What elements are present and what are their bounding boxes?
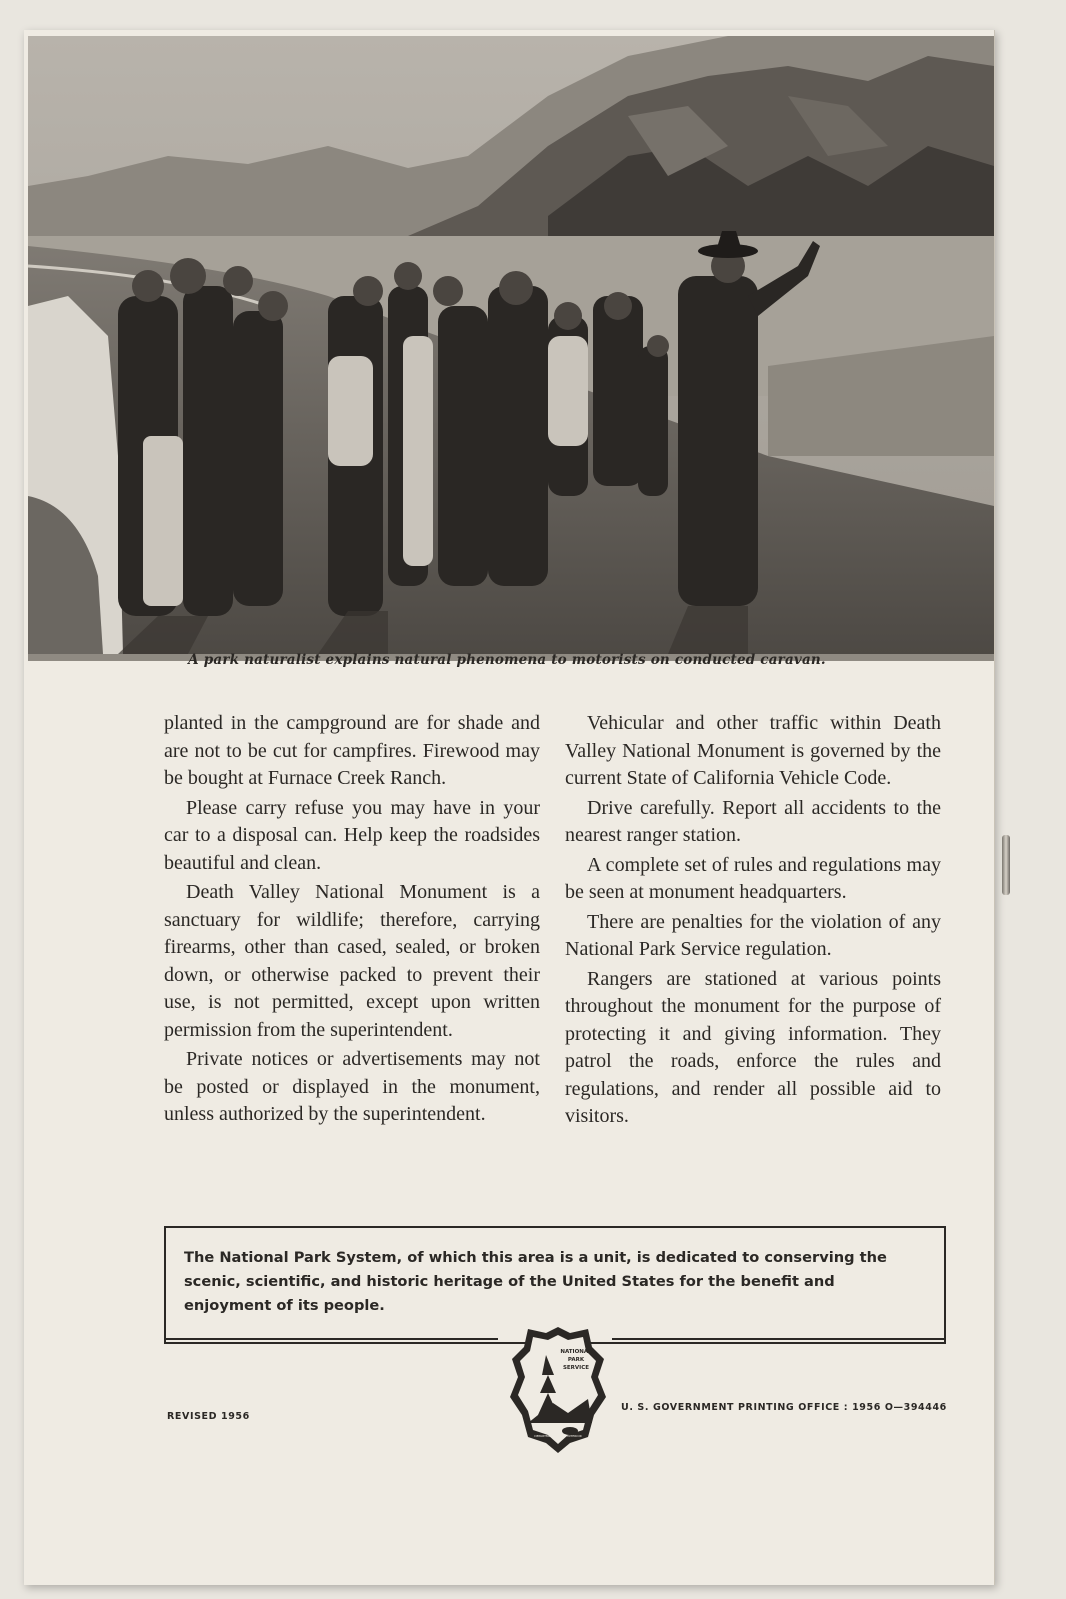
revised-date: REVISED 1956	[167, 1411, 250, 1422]
paragraph: planted in the campground are for shade and are not to be cut for campfires. Firewood may be bought at Furnace Creek Ranch.	[164, 712, 540, 789]
divider-line	[612, 1338, 946, 1340]
emblem-text: NATIONAL	[560, 1349, 592, 1355]
emblem-bottom-text: DEPARTMENT OF THE INTERIOR	[534, 1434, 582, 1438]
paragraph: Vehicular and other traffic within Death Valley National Monument is governed by the current State of California Vehicle Code.	[565, 712, 941, 789]
paragraph: Death Valley National Monument is a sanctuary for wildlife; therefore, carrying firearms, other than cased, sealed, or broken down, or otherwise packed to prevent their use, is not permitted, except upon written permission from the superintendent.	[164, 881, 540, 1041]
paragraph: Rangers are stationed at various points throughout the monument for the purpose of protecting it and giving information. They patrol the roads, enforce the rules and regulations, and render all possible aid to visitors.	[565, 967, 941, 1127]
caravan-photo	[28, 36, 994, 661]
paragraph: A complete set of rules and regulations may be seen at monument headquarters.	[565, 853, 941, 903]
divider-line	[164, 1338, 498, 1340]
emblem-text: SERVICE	[562, 1365, 590, 1371]
photo-caption: A park naturalist explains natural phenomena to motorists on conducted caravan.	[188, 652, 826, 668]
paragraph: Drive carefully. Report all accidents to the nearest ranger station.	[565, 796, 941, 846]
national-park-system-notice: The National Park System, of which this area is a unit, is dedicated to conserving the scenic, scientific, and historic heritage of the United States for the benefit and enjoyment of its people.	[164, 1226, 946, 1344]
paragraph: Please carry refuse you may have in your car to a disposal can. Help keep the roadsides beautiful and clean.	[164, 796, 540, 874]
left-text-column	[164, 710, 540, 1131]
right-text-column	[565, 710, 941, 1133]
printing-office-line: U. S. GOVERNMENT PRINTING OFFICE : 1956 O—394446	[621, 1402, 947, 1413]
emblem-text: PARK	[567, 1357, 585, 1363]
staple	[1002, 835, 1010, 895]
paragraph: There are penalties for the violation of any National Park Service regulation.	[565, 910, 941, 960]
document-page	[24, 30, 995, 1585]
arrowhead-emblem-icon	[508, 1325, 608, 1459]
paragraph: Private notices or advertisements may not be posted or displayed in the monument, unless authorized by the superintendent.	[164, 1048, 540, 1125]
